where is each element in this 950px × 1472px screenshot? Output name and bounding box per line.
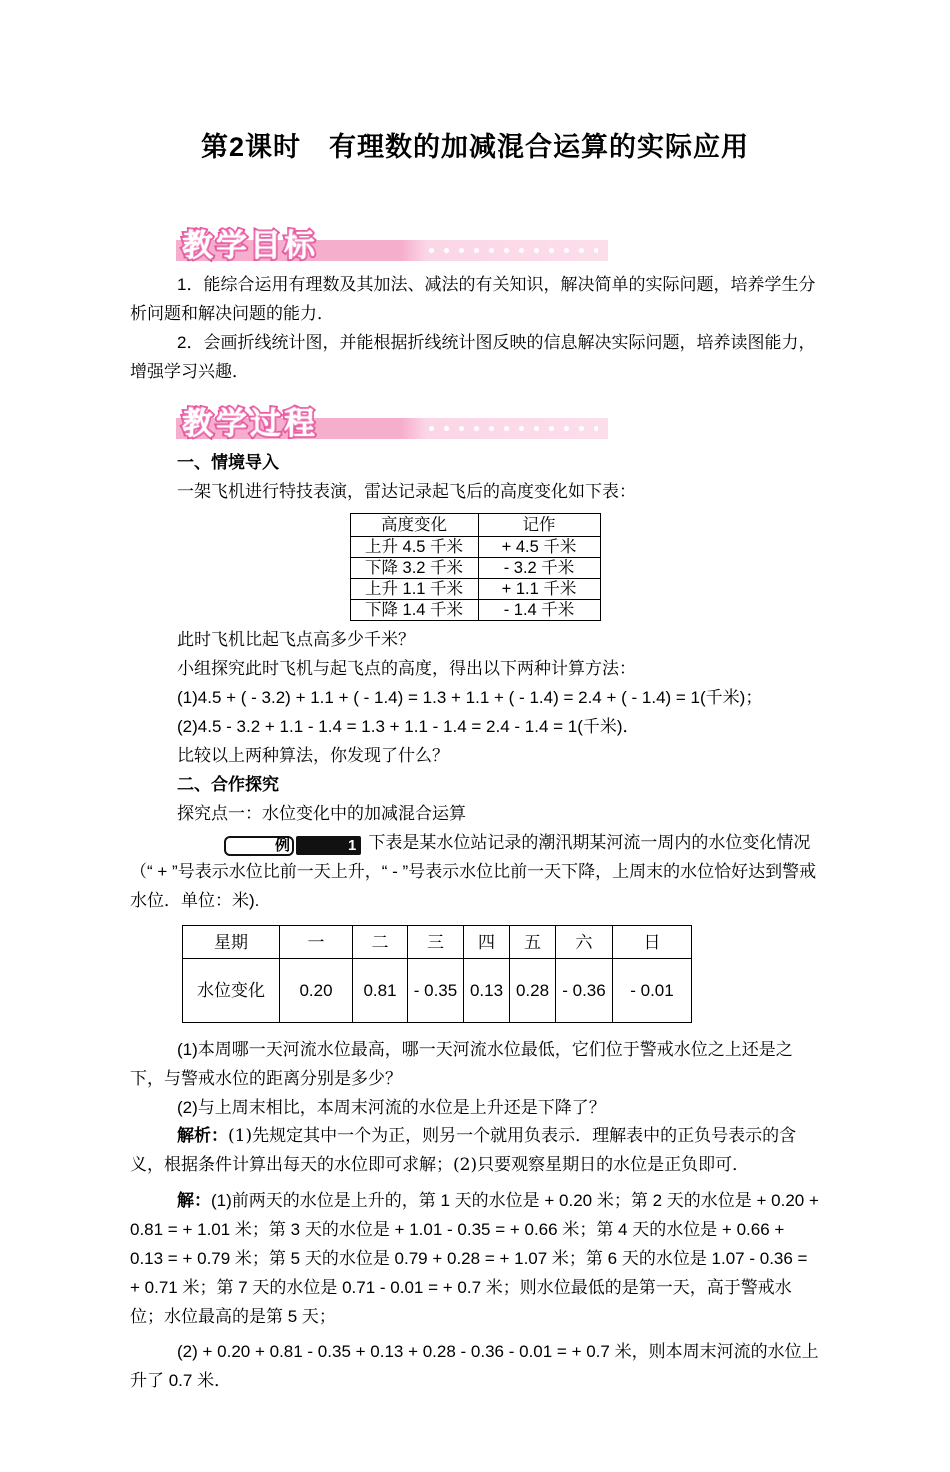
table-row	[350, 600, 600, 621]
section-badge-objectives	[176, 218, 608, 264]
solution-label: 解：	[177, 1191, 211, 1210]
table-cell: 下降 3.2 千米	[350, 558, 478, 579]
analysis-text: (1)先规定其中一个为正，则另一个就用负表示．理解表中的正负号表示的含义，根据条件计算出每天的水位即可求解；(2)只要观察星期日的水位是正负即可．	[130, 1126, 797, 1175]
table-header-cell: 日	[613, 926, 692, 959]
table-cell: 0.81	[353, 959, 408, 1023]
explore-question-1: (1)本周哪一天河流水位最高，哪一天河流水位最低，它们位于警戒水位之上还是之下，与警戒水位的距离分别是多少？	[130, 1040, 793, 1088]
table-cell: 0.20	[280, 959, 353, 1023]
section-heading-explore: 二、合作探究	[177, 775, 279, 794]
table-cell: 下降 1.4 千米	[350, 600, 478, 621]
example-paragraph	[130, 828, 820, 915]
table-cell: - 3.2 千米	[478, 558, 600, 579]
table-row	[350, 537, 600, 558]
intro-lead: 一架飞机进行特技表演，雷达记录起飞后的高度变化如下表：	[177, 482, 636, 501]
intro-question-2: 小组探究此时飞机与起飞点的高度，得出以下两种计算方法：	[177, 659, 636, 678]
document-page	[130, 128, 820, 1395]
table-row	[183, 926, 692, 959]
table-header-cell: 四	[464, 926, 510, 959]
table-cell: - 1.4 千米	[478, 600, 600, 621]
table-header-cell: 三	[408, 926, 464, 959]
table-cell: 0.13	[464, 959, 510, 1023]
solution-part2-paragraph: (2) + 0.20 + 0.81 - 0.35 + 0.13 + 0.28 - 0.36 - 0.01 = + 0.7 米，则本周末河流的水位上升了 0.7 米．	[130, 1342, 819, 1390]
example-badge	[177, 828, 361, 857]
table-header-cell: 记作	[478, 514, 600, 537]
page-title: 第2课时 有理数的加减混合运算的实际应用	[200, 132, 749, 162]
explore-question-2: (2)与上周末相比，本周末河流的水位是上升还是下降了？	[177, 1098, 606, 1117]
section-heading-intro: 一、情境导入	[177, 453, 279, 472]
example-text: 下表是某水位站记录的潮汛期某河流一周内的水位变化情况（“ + ”号表示水位比前一天上升，“ - ”号表示水位比前一天下降，上周末的水位恰好达到警戒水位．单位：米).	[130, 833, 817, 910]
table-cell: 0.28	[510, 959, 556, 1023]
water-level-table	[182, 925, 692, 1023]
calculation-method-1: (1)4.5 + ( - 3.2) + 1.1 + ( - 1.4) = 1.3 + 1.1 + ( - 1.4) = 2.4 + ( - 1.4) = 1(千米)；	[177, 688, 763, 707]
solution-paragraph	[130, 1186, 820, 1331]
table-row	[350, 514, 600, 537]
table-header-cell: 六	[556, 926, 613, 959]
table-cell: - 0.36	[556, 959, 613, 1023]
table-header-cell: 高度变化	[350, 514, 478, 537]
table-header-cell: 星期	[183, 926, 280, 959]
process-badge-label: 教学过程	[182, 406, 318, 441]
analysis-paragraph	[130, 1122, 820, 1180]
example-badge-li: 例	[224, 836, 294, 856]
section-badge-process	[176, 396, 608, 442]
table-row	[183, 959, 692, 1023]
intro-question-1: 此时飞机比起飞点高多少千米？	[177, 630, 415, 649]
table-header-cell: 二	[353, 926, 408, 959]
table-cell: 上升 1.1 千米	[350, 579, 478, 600]
table-row-label: 水位变化	[183, 959, 280, 1023]
calculation-method-2: (2)4.5 - 3.2 + 1.1 - 1.4 = 1.3 + 1.1 - 1.4 = 2.4 - 1.4 = 1(千米)．	[177, 717, 640, 736]
table-cell: + 1.1 千米	[478, 579, 600, 600]
objectives-badge-label: 教学目标	[182, 228, 318, 263]
explore-point-title: 探究点一：水位变化中的加减混合运算	[177, 804, 466, 823]
table-header-cell: 五	[510, 926, 556, 959]
objective-2: 2．会画折线统计图，并能根据折线统计图反映的信息解决实际问题，培养读图能力，增强学习兴趣．	[130, 333, 816, 381]
objective-1: 1．能综合运用有理数及其加法、减法的有关知识，解决简单的实际问题，培养学生分析问题和解决问题的能力．	[130, 275, 816, 323]
example-badge-number: 1	[296, 836, 361, 855]
flight-altitude-table	[350, 513, 601, 621]
table-cell: - 0.35	[408, 959, 464, 1023]
table-cell: 上升 4.5 千米	[350, 537, 478, 558]
solution-text: (1)前两天的水位是上升的，第 1 天的水位是 + 0.20 米；第 2 天的水位是 + 0.20 + 0.81 = + 1.01 米；第 3 天的水位是 + 1.01 - 0.35 = + 0.66 米；第 4 天的水位是 + 0.66 + 0.13 = + 0.79 米；第 5 天的水位是 0.79 + 0.28 = + 1.07 米；第 6 天的水位是 1.07 - 0.36 = + 0.71 米；第 7 天的水位是 0.71 - 0.01 = + 0.7 米；则水位最低的是第一天，高于警戒水位；水位最高的是第 5 天；	[130, 1191, 819, 1326]
intro-question-3: 比较以上两种算法，你发现了什么？	[177, 746, 449, 765]
table-row	[350, 579, 600, 600]
table-cell: - 0.01	[613, 959, 692, 1023]
table-header-cell: 一	[280, 926, 353, 959]
table-cell: + 4.5 千米	[478, 537, 600, 558]
table-row	[350, 558, 600, 579]
analysis-label: 解析：	[177, 1126, 228, 1146]
